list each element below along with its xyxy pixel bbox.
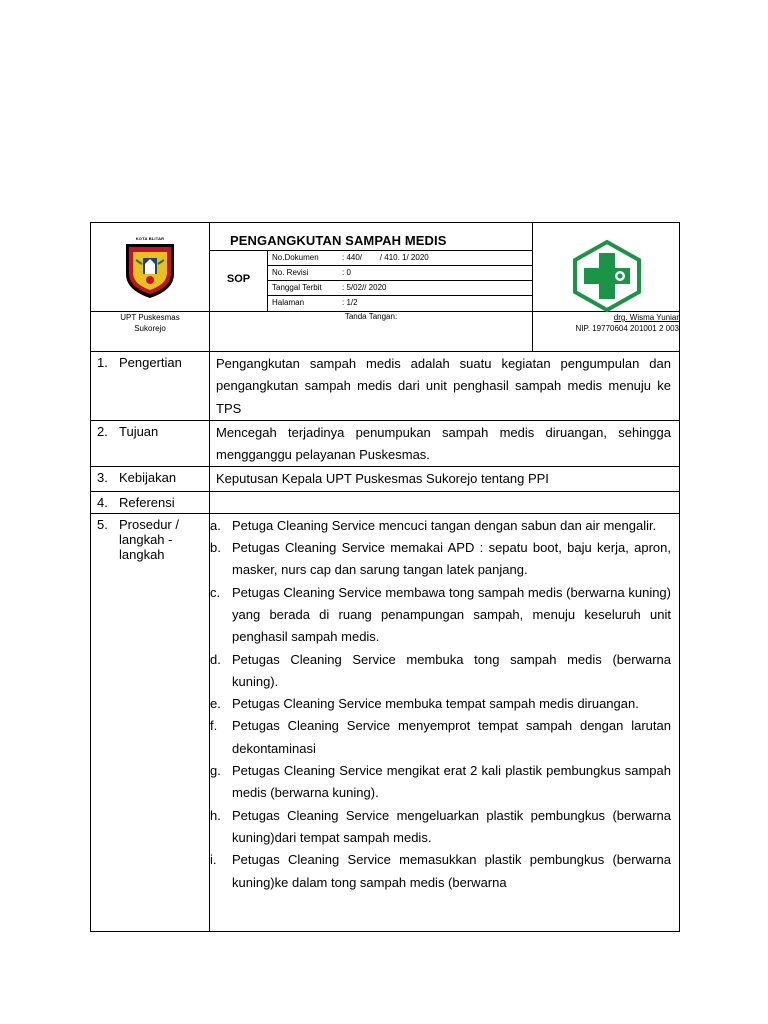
sop-header-table — [90, 222, 680, 352]
meta-row — [268, 281, 532, 296]
meta-key: Tanggal Terbit — [272, 283, 322, 292]
logo-cell — [91, 223, 210, 312]
procedure-steps — [210, 513, 680, 931]
section-label — [91, 467, 210, 491]
procedure-step: g. Petugas Cleaning Service mengikat erat 2 kali plastik pembungkus sampah medis (berwarna kuning). — [210, 763, 671, 801]
meta-value: : 440/ / 410. 1/ 2020 — [342, 253, 429, 262]
official-name: drg. Wisma Yuniar — [613, 313, 679, 322]
logo-caption: KOTA BLITAR — [135, 236, 165, 241]
section-number: 5. — [97, 516, 108, 532]
section-label — [91, 491, 210, 513]
procedure-step: b. Petugas Cleaning Service memakai APD : sepatu boot, baju kerja, apron, masker, nurs cap dan sarung tangan latek panjang. — [210, 540, 671, 578]
meta-value: : 0 — [342, 268, 351, 277]
sop-label: SOP — [210, 251, 268, 311]
puskesmas-logo-cell — [533, 223, 680, 312]
document-meta — [268, 251, 532, 311]
meta-key: Halaman — [272, 298, 305, 307]
section-row — [91, 491, 680, 513]
procedure-step: e. Petugas Cleaning Service membuka tempat sampah medis diruangan. — [210, 696, 639, 712]
section-number: 1. — [97, 355, 108, 370]
meta-value: : 5/02// 2020 — [342, 283, 387, 292]
meta-key: No. Revisi — [272, 268, 309, 277]
section-number: 3. — [97, 470, 108, 486]
procedure-step: c. Petugas Cleaning Service membawa tong sampah medis (berwarna kuning) yang berada di ruang penampungan sampah, menuju keseluruh unit penghasil sampah medis. — [210, 584, 671, 645]
meta-row — [268, 296, 532, 311]
official-nip: NIP. 19770604 201001 2 003 — [575, 324, 679, 333]
document-title: PENGANGKUTAN SAMPAH MEDIS — [210, 223, 532, 251]
section-content: Keputusan Kepala UPT Puskesmas Sukorejo tentang PPI — [210, 467, 680, 491]
section-row — [91, 352, 680, 421]
section-title: Tujuan — [119, 423, 159, 439]
section-row — [91, 420, 680, 467]
puskesmas-logo — [571, 240, 643, 312]
official-cell — [533, 312, 680, 352]
meta-key: No.Dokumen — [272, 253, 319, 262]
meta-value: : 1/2 — [342, 298, 358, 307]
section-title: Prosedur / langkah - langkah — [119, 516, 179, 562]
section-number: 4. — [97, 494, 108, 510]
title-cell — [210, 223, 533, 312]
org-line-1: UPT Puskesmas — [120, 313, 180, 322]
kota-blitar-logo — [124, 240, 176, 300]
procedure-step: i. Petugas Cleaning Service memasukkan plastik pembungkus (berwarna kuning)ke dalam tong sampah medis (berwarna — [210, 852, 671, 890]
signature-cell — [210, 312, 533, 352]
section-content: Mencegah terjadinya penumpukan sampah medis diruangan, sehingga mengganggu pelayanan Puskesmas. — [210, 420, 680, 467]
section-label — [91, 513, 210, 931]
procedure-step: f. Petugas Cleaning Service menyemprot tempat sampah dengan larutan dekontaminasi — [210, 718, 671, 756]
procedure-step: h. Petugas Cleaning Service mengeluarkan plastik pembungkus (berwarna kuning)dari tempat sampah medis. — [210, 807, 671, 845]
procedure-step: a. Petuga Cleaning Service mencuci tangan dengan sabun dan air mengalir. — [210, 517, 657, 533]
sop-document — [90, 222, 679, 932]
section-title: Kebijakan — [119, 470, 177, 486]
signature-label: Tanda Tangan: — [344, 312, 398, 321]
sop-body-table — [90, 351, 680, 932]
organization-cell — [91, 312, 210, 352]
org-line-2: Sukorejo — [134, 324, 166, 333]
section-number: 2. — [97, 423, 108, 439]
meta-row — [268, 266, 532, 281]
meta-row — [268, 251, 532, 266]
section-title: Pengertian — [119, 355, 182, 370]
section-label — [91, 352, 210, 421]
section-content: Pengangkutan sampah medis adalah suatu kegiatan pengumpulan dan pengangkutan sampah medis dari unit penghasil sampah medis menuju ke TPS — [210, 352, 680, 421]
section-content — [210, 491, 680, 513]
section-title: Referensi — [119, 494, 175, 510]
procedure-row — [91, 513, 680, 931]
section-label — [91, 420, 210, 467]
section-row — [91, 467, 680, 491]
procedure-step: d. Petugas Cleaning Service membuka tong sampah medis (berwarna kuning). — [210, 651, 671, 689]
